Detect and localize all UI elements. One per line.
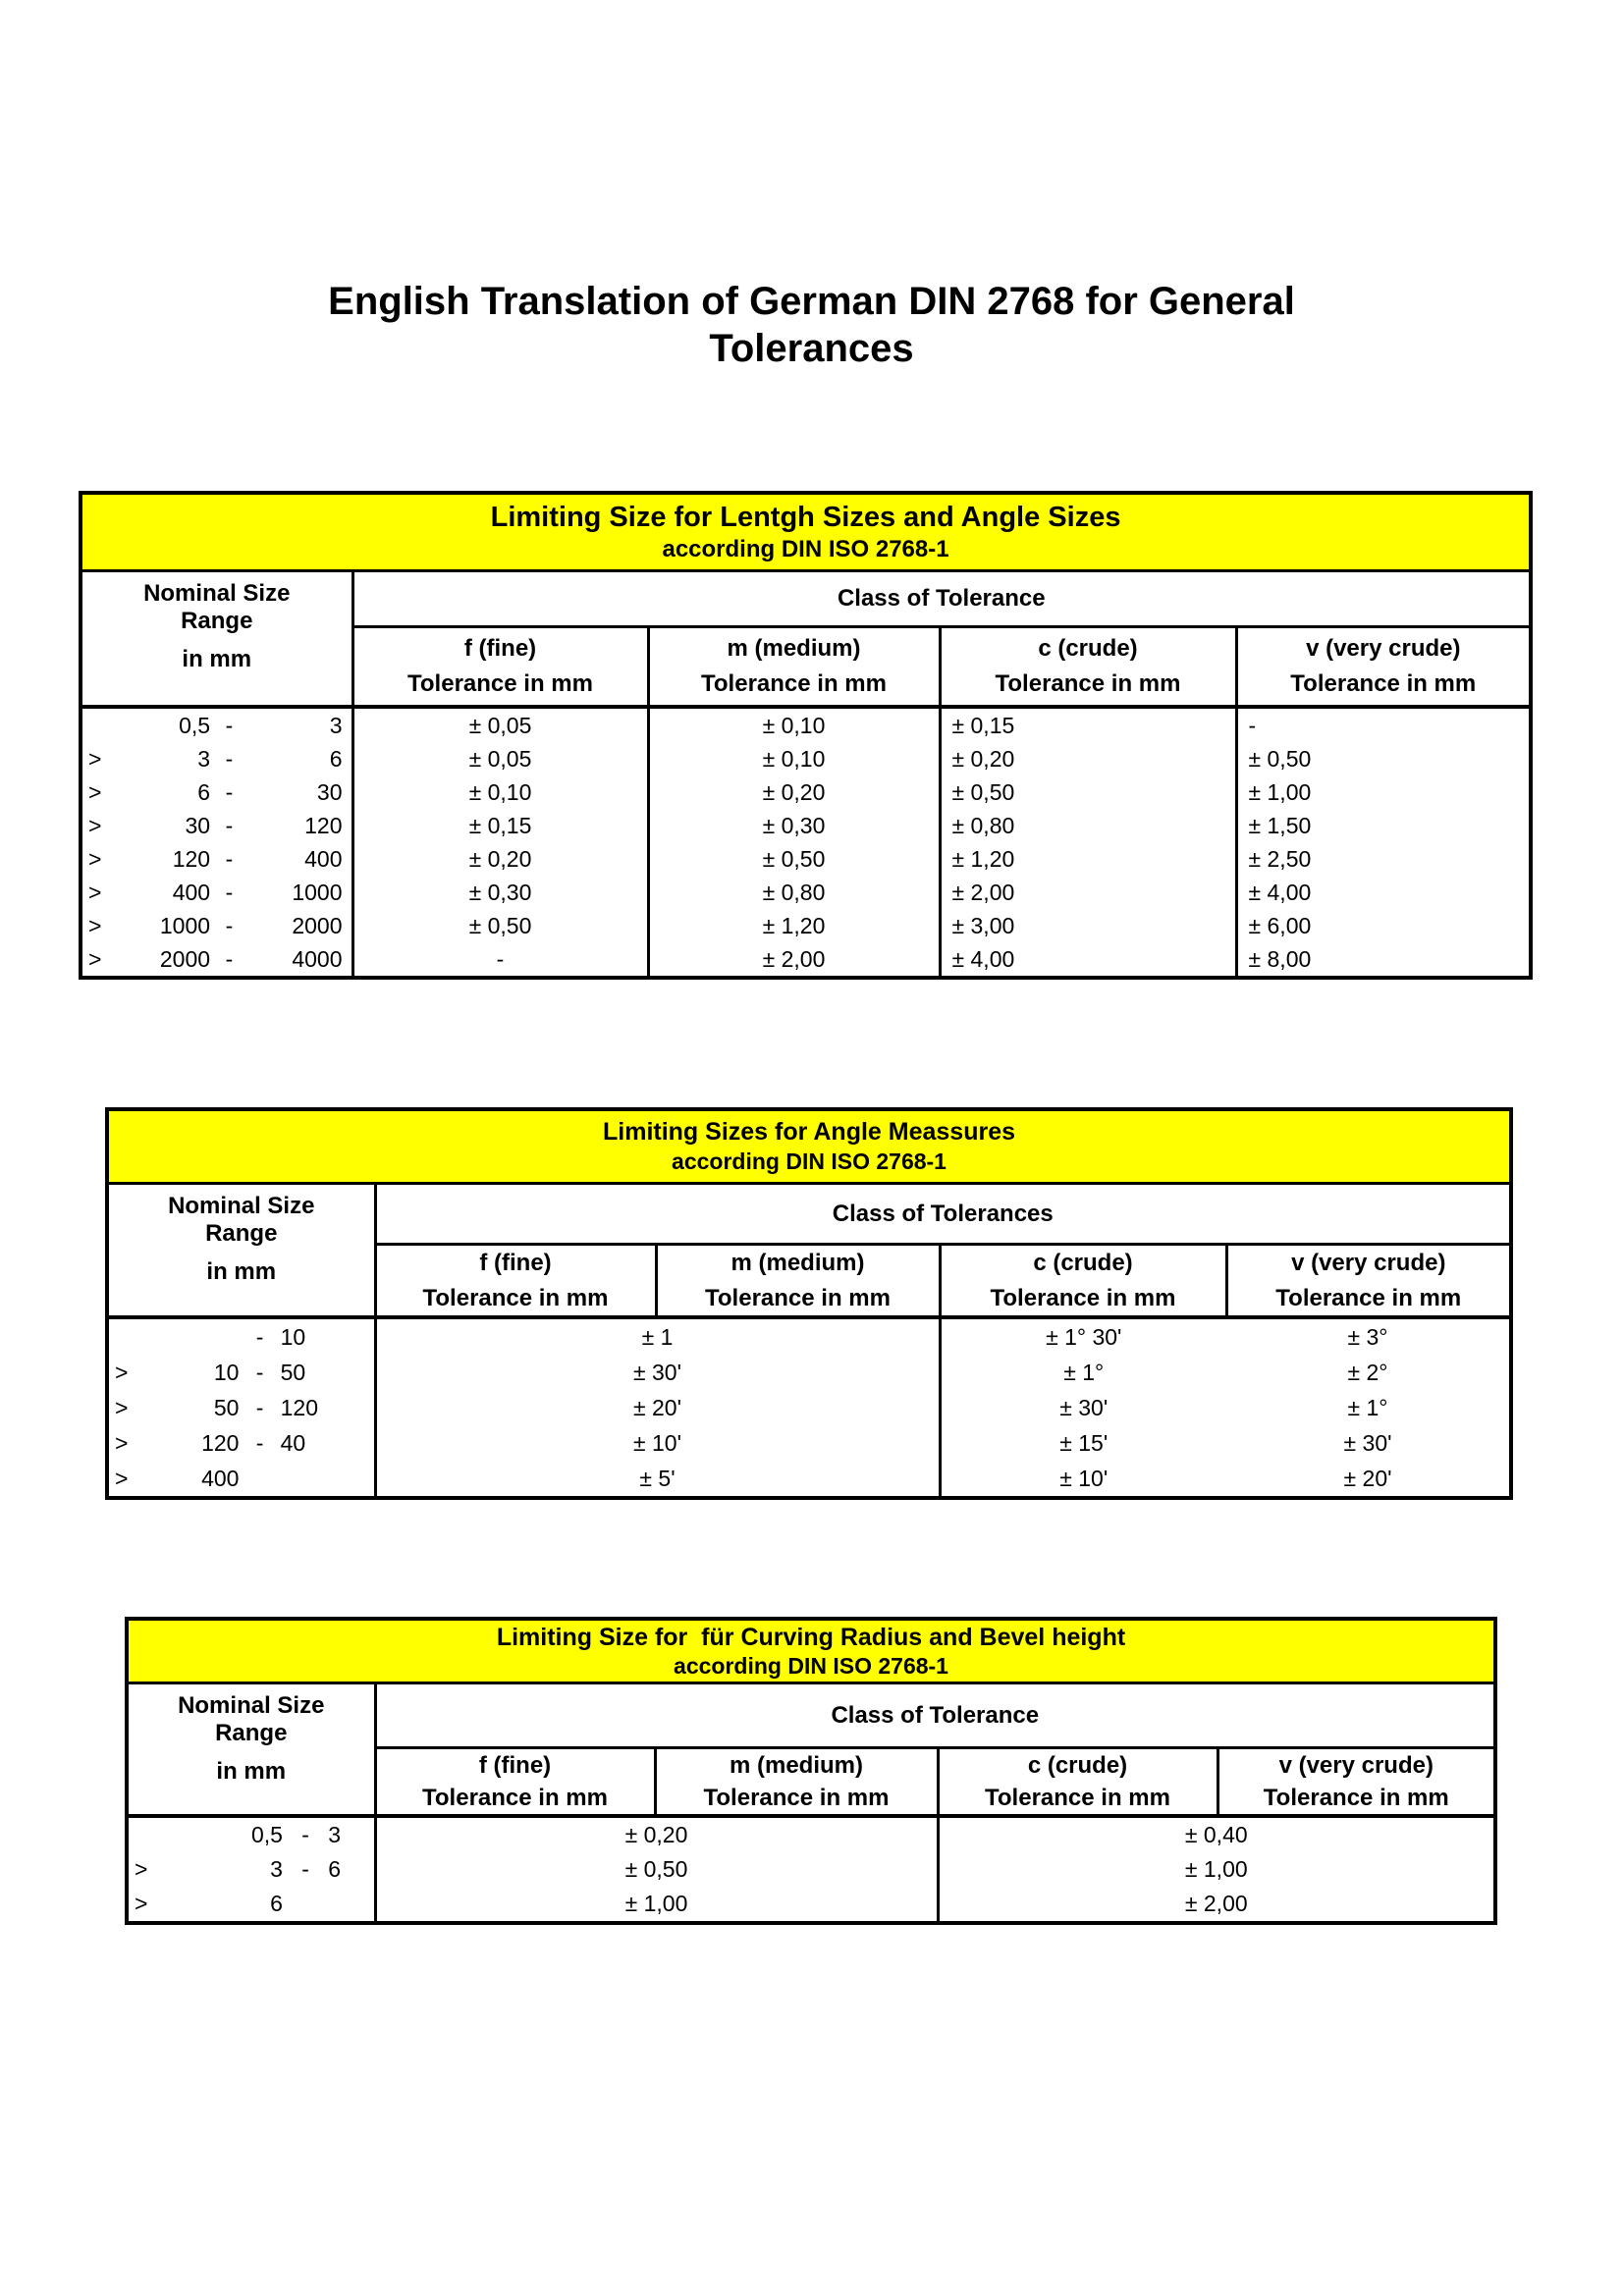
range-low-value: 120 [172, 845, 211, 872]
nominal-header-unit: in mm [216, 1758, 287, 1785]
table-title-band [81, 493, 1531, 571]
nominal-header-line2: Range [215, 1720, 288, 1746]
nominal-range-cell [81, 707, 352, 742]
table-row [127, 1816, 1495, 1852]
table-title-row [81, 493, 1531, 571]
class-of-tolerance-header: Class of Tolerances [375, 1184, 1511, 1245]
range-greater-than-sign: > [115, 1429, 129, 1456]
tolerance-value-fine-medium: ± 1 [375, 1317, 940, 1355]
tolerance-value-fine: - [352, 942, 648, 978]
column-sublabel: Tolerance in mm [1290, 670, 1477, 697]
tolerance-value-crude: ± 10' [1059, 1465, 1109, 1491]
column-sublabel: Tolerance in mm [422, 1784, 608, 1811]
tolerance-value-very-crude: ± 1° [1347, 1394, 1388, 1420]
range-high-value: 1000 [292, 879, 343, 905]
table-row [107, 1461, 1511, 1498]
tolerance-value-fine: ± 0,15 [352, 809, 648, 842]
tolerance-value-very-crude: - [1248, 712, 1257, 738]
range-high-value: 120 [280, 1394, 318, 1420]
table-subtitle: according DIN ISO 2768-1 [674, 1652, 948, 1679]
nominal-range [82, 713, 352, 739]
column-header-medium [655, 1748, 938, 1817]
nominal-header-line1: Nominal Size [178, 1692, 325, 1719]
range-high-value: 3 [329, 712, 343, 738]
column-label: f (fine) [479, 1249, 552, 1276]
range-dash: - [225, 879, 234, 905]
nominal-header-line1: Nominal Size [143, 580, 291, 607]
column-label: f (fine) [478, 1751, 552, 1779]
range-dash: - [225, 778, 234, 805]
range-greater-than-sign: > [88, 845, 102, 872]
page-title-line2: Tolerances [709, 327, 914, 370]
range-greater-than-sign: > [115, 1359, 129, 1385]
column-label: c (crude) [1033, 1249, 1133, 1276]
range-high-value: 30 [316, 778, 343, 805]
tolerance-value-very-crude: ± 1,00 [1248, 778, 1312, 805]
column-header-crude [938, 1748, 1217, 1817]
tolerance-value-very-crude: ± 4,00 [1248, 879, 1312, 905]
column-label: v (very crude) [1306, 635, 1461, 662]
range-low-value: 3 [197, 745, 211, 772]
column-label: m (medium) [727, 635, 861, 662]
column-sublabel: Tolerance in mm [995, 670, 1181, 697]
nominal-range-cell [81, 876, 352, 909]
table-row [81, 742, 1531, 775]
tolerance-value-very-crude: ± 30' [1343, 1429, 1392, 1456]
table-title-band [107, 1109, 1511, 1184]
nominal-range-cell [127, 1852, 375, 1887]
tolerance-value-crude-very-crude: ± 1,00 [1184, 1856, 1248, 1882]
range-greater-than-sign: > [88, 812, 102, 838]
column-sublabel: Tolerance in mm [1263, 1784, 1449, 1811]
table-subtitle: according DIN ISO 2768-1 [672, 1148, 947, 1174]
range-high-value: 120 [304, 812, 343, 838]
table-angle-measures [105, 1107, 1513, 1500]
tolerance-value-crude: ± 0,15 [940, 707, 1236, 742]
range-greater-than-sign: > [88, 912, 102, 938]
table-curving-radius-bevel [125, 1617, 1497, 1925]
nominal-range [129, 1856, 374, 1883]
range-low-value: 400 [172, 879, 211, 905]
range-greater-than-sign: > [115, 1394, 129, 1420]
range-greater-than-sign: > [115, 1465, 129, 1491]
nominal-range [129, 1822, 374, 1848]
class-of-tolerance-header: Class of Tolerance [375, 1683, 1495, 1748]
range-low-value: 50 [213, 1394, 240, 1420]
range-high-value: 10 [280, 1323, 306, 1350]
table-row [81, 707, 1531, 742]
range-low-value: 0,5 [179, 712, 211, 738]
column-sublabel: Tolerance in mm [1275, 1284, 1462, 1311]
tolerance-value-medium: ± 0,50 [648, 842, 940, 876]
tolerance-value-very-crude: ± 2,50 [1248, 845, 1312, 872]
range-high-value: 6 [329, 745, 343, 772]
column-sublabel: Tolerance in mm [703, 1784, 890, 1811]
nominal-size-header [107, 1184, 375, 1318]
nominal-range [109, 1395, 374, 1421]
range-low-value: 2000 [159, 945, 211, 972]
range-high-value: 400 [304, 845, 343, 872]
nominal-range [129, 1891, 374, 1917]
range-dash: - [225, 845, 234, 872]
column-sublabel: Tolerance in mm [990, 1284, 1176, 1311]
range-low-value: 30 [185, 812, 211, 838]
tolerance-value-crude: ± 2,00 [940, 876, 1236, 909]
tolerance-value-very-crude: ± 20' [1343, 1465, 1392, 1491]
nominal-range [82, 913, 352, 939]
table-title-row [127, 1619, 1495, 1683]
column-sublabel: Tolerance in mm [705, 1284, 891, 1311]
nominal-header-unit: in mm [206, 1258, 277, 1285]
range-low-value: 6 [197, 778, 211, 805]
range-greater-than-sign: > [88, 879, 102, 905]
tolerance-value-crude: ± 4,00 [940, 942, 1236, 978]
range-dash: - [225, 945, 234, 972]
range-high-value: 6 [328, 1856, 341, 1882]
header-row-1 [107, 1184, 1511, 1245]
column-header-fine [352, 627, 648, 708]
tolerance-value-fine-medium: ± 5' [375, 1461, 940, 1498]
range-dash: - [255, 1323, 264, 1350]
nominal-range-cell [81, 942, 352, 978]
header-row-1 [127, 1683, 1495, 1748]
table-row [81, 809, 1531, 842]
column-label: v (very crude) [1278, 1751, 1434, 1779]
range-dash: - [301, 1822, 309, 1847]
tolerance-value-medium: ± 0,30 [648, 809, 940, 842]
tolerance-value-very-crude: ± 8,00 [1248, 945, 1312, 972]
tolerance-value-fine-medium: ± 30' [375, 1355, 940, 1390]
nominal-range [82, 880, 352, 906]
tolerance-value-fine: ± 0,05 [352, 742, 648, 775]
table-row [81, 876, 1531, 909]
column-label: f (fine) [463, 635, 537, 662]
column-header-medium [656, 1245, 940, 1318]
tolerance-value-crude: ± 15' [1059, 1429, 1109, 1456]
range-dash: - [255, 1429, 264, 1456]
nominal-range-cell [81, 742, 352, 775]
tolerance-value-very-crude: ± 1,50 [1248, 812, 1312, 838]
nominal-header-unit: in mm [182, 646, 252, 672]
table-row [127, 1852, 1495, 1887]
table-title: Limiting Size for Lentgh Sizes and Angle Sizes [490, 501, 1121, 533]
nominal-range [109, 1360, 374, 1386]
column-header-crude [940, 627, 1236, 708]
tolerance-value-very-crude: ± 0,50 [1248, 745, 1312, 772]
tolerance-value-crude: ± 1° [1063, 1359, 1105, 1385]
nominal-range-cell [107, 1317, 375, 1355]
nominal-range [82, 779, 352, 806]
column-header-crude [940, 1245, 1226, 1318]
tolerance-value-medium: ± 0,20 [648, 775, 940, 809]
class-of-tolerance-header: Class of Tolerance [352, 571, 1531, 627]
column-sublabel: Tolerance in mm [422, 1284, 609, 1311]
table-title-band [127, 1619, 1495, 1683]
range-greater-than-sign: > [88, 778, 102, 805]
range-greater-than-sign: > [88, 745, 102, 772]
range-dash: - [225, 912, 234, 938]
range-low-value: 10 [213, 1359, 240, 1385]
range-high-value: 3 [328, 1822, 341, 1847]
tolerance-value-crude: ± 1,20 [940, 842, 1236, 876]
nominal-range [82, 746, 352, 773]
range-dash: - [255, 1394, 264, 1420]
nominal-range-cell [81, 909, 352, 942]
nominal-range-cell [81, 842, 352, 876]
table-row [107, 1425, 1511, 1461]
column-label: m (medium) [730, 1249, 865, 1276]
range-low-value: 1000 [159, 912, 211, 938]
range-dash: - [225, 812, 234, 838]
table-row [81, 842, 1531, 876]
nominal-range-cell [107, 1425, 375, 1461]
column-label: m (medium) [729, 1751, 863, 1779]
tolerance-value-medium: ± 2,00 [648, 942, 940, 978]
tolerance-value-fine-medium: ± 0,50 [375, 1852, 938, 1887]
tolerance-value-crude: ± 3,00 [940, 909, 1236, 942]
tolerance-value-fine: ± 0,30 [352, 876, 648, 909]
range-low-value: 0,5 [250, 1822, 283, 1847]
table-row [107, 1355, 1511, 1390]
tolerance-value-crude: ± 30' [1059, 1394, 1109, 1420]
column-header-fine [375, 1748, 655, 1817]
range-high-value: 40 [280, 1429, 306, 1456]
table-row [81, 909, 1531, 942]
tolerance-value-crude-very-crude: ± 2,00 [1184, 1891, 1248, 1916]
column-header-very-crude [1236, 627, 1531, 708]
nominal-size-header [127, 1683, 375, 1817]
nominal-size-header [81, 571, 352, 708]
page-title [0, 278, 1623, 372]
range-dash: - [255, 1359, 264, 1385]
range-high-value: 4000 [292, 945, 343, 972]
tolerance-value-fine: ± 0,05 [352, 707, 648, 742]
tolerance-value-fine-medium: ± 20' [375, 1390, 940, 1425]
tolerance-value-crude: ± 0,20 [940, 742, 1236, 775]
range-low-value: 3 [270, 1856, 283, 1882]
nominal-header-line2: Range [205, 1220, 278, 1247]
tolerance-value-fine-medium: ± 1,00 [375, 1887, 938, 1923]
range-greater-than-sign: > [135, 1891, 148, 1916]
tolerance-value-fine-medium: ± 10' [375, 1425, 940, 1461]
column-label: c (crude) [1038, 635, 1138, 662]
nominal-range [82, 813, 352, 839]
tolerance-value-fine-medium: ± 0,20 [375, 1816, 938, 1852]
tolerance-value-crude: ± 0,80 [940, 809, 1236, 842]
nominal-range-cell [107, 1461, 375, 1498]
nominal-range [109, 1430, 374, 1457]
table-row [127, 1887, 1495, 1923]
tolerance-value-fine: ± 0,50 [352, 909, 648, 942]
nominal-header-line1: Nominal Size [168, 1193, 315, 1219]
tolerance-value-crude: ± 0,50 [940, 775, 1236, 809]
table-row [81, 942, 1531, 978]
column-label: v (very crude) [1291, 1249, 1446, 1276]
nominal-header-line2: Range [181, 608, 253, 634]
tolerance-value-very-crude: ± 2° [1347, 1359, 1388, 1385]
nominal-range [82, 846, 352, 873]
nominal-range-cell [107, 1355, 375, 1390]
tolerance-value-medium: ± 0,10 [648, 742, 940, 775]
table-row [107, 1317, 1511, 1355]
column-sublabel: Tolerance in mm [701, 670, 887, 697]
table-length-sizes [79, 491, 1533, 980]
table-title: Limiting Size for für Curving Radius and Bevel height [496, 1623, 1126, 1651]
tolerance-value-fine: ± 0,20 [352, 842, 648, 876]
range-high-value: 2000 [292, 912, 343, 938]
nominal-range [109, 1324, 374, 1351]
range-dash: - [225, 745, 234, 772]
header-row-1 [81, 571, 1531, 627]
page-title-line1: English Translation of German DIN 2768 for General [328, 280, 1295, 323]
range-greater-than-sign: > [88, 945, 102, 972]
column-sublabel: Tolerance in mm [407, 670, 593, 697]
table-row [107, 1390, 1511, 1425]
range-high-value: 50 [280, 1359, 306, 1385]
nominal-range-cell [81, 809, 352, 842]
column-label: c (crude) [1027, 1751, 1128, 1779]
column-header-fine [375, 1245, 656, 1318]
column-header-very-crude [1217, 1748, 1495, 1817]
tolerance-value-very-crude: ± 6,00 [1248, 912, 1312, 938]
column-header-medium [648, 627, 940, 708]
table-title-row [107, 1109, 1511, 1184]
nominal-range-cell [127, 1887, 375, 1923]
range-low-value: 120 [201, 1429, 240, 1456]
tolerance-value-crude: ± 1° 30' [1046, 1323, 1122, 1350]
column-header-very-crude [1226, 1245, 1511, 1318]
nominal-range [82, 946, 352, 973]
range-dash: - [301, 1856, 309, 1882]
range-greater-than-sign: > [135, 1856, 148, 1882]
table-subtitle: according DIN ISO 2768-1 [662, 535, 949, 562]
tolerance-value-medium: ± 0,10 [648, 707, 940, 742]
table-title: Limiting Sizes for Angle Meassures [603, 1118, 1016, 1146]
table-row [81, 775, 1531, 809]
tolerance-value-fine: ± 0,10 [352, 775, 648, 809]
nominal-range-cell [107, 1390, 375, 1425]
range-dash: - [225, 712, 234, 738]
tolerance-value-medium: ± 1,20 [648, 909, 940, 942]
range-low-value: 400 [201, 1465, 240, 1491]
nominal-range [109, 1466, 374, 1492]
range-low-value: 6 [270, 1891, 283, 1916]
tolerance-value-crude-very-crude: ± 0,40 [1184, 1822, 1248, 1847]
tolerance-value-very-crude: ± 3° [1347, 1323, 1388, 1350]
nominal-range-cell [81, 775, 352, 809]
nominal-range-cell [127, 1816, 375, 1852]
tolerance-value-medium: ± 0,80 [648, 876, 940, 909]
column-sublabel: Tolerance in mm [985, 1784, 1170, 1811]
